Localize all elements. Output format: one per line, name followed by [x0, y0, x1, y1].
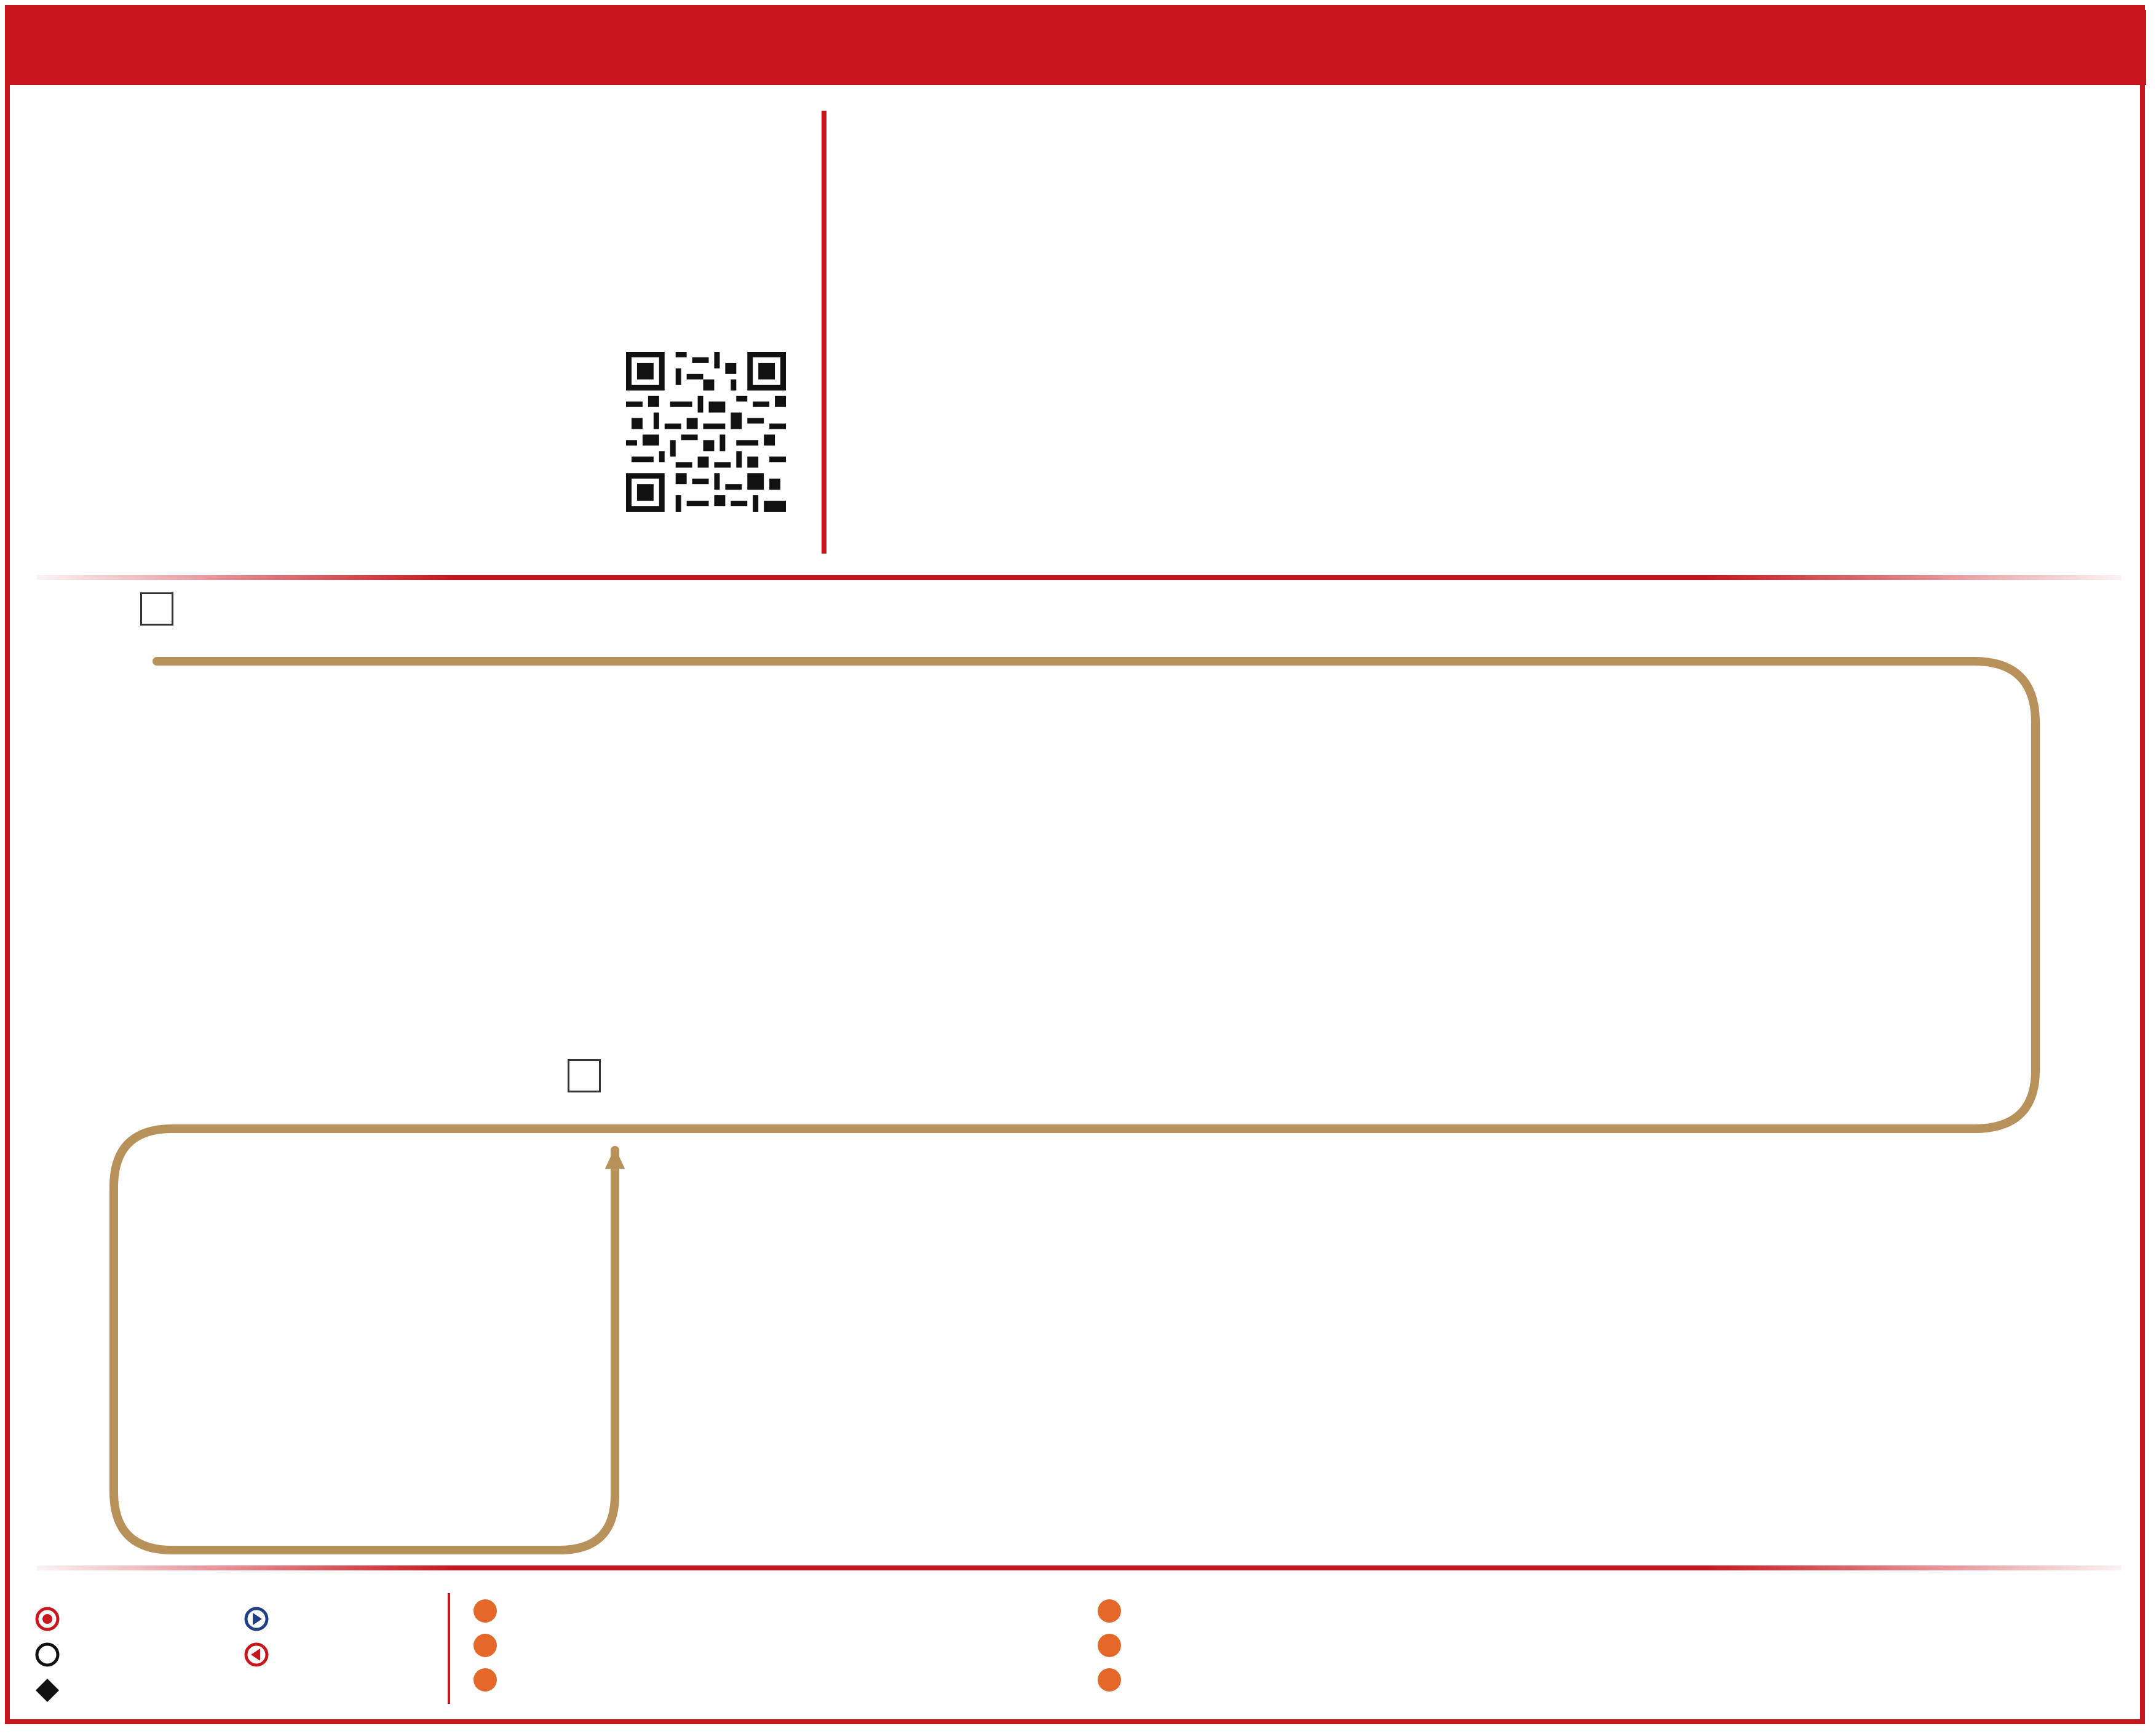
terminal-icon: [34, 1605, 61, 1633]
section-point-icon: [34, 1677, 61, 1704]
page-frame: [5, 5, 2145, 1724]
note-1: [474, 1599, 502, 1623]
legend-outbound: [243, 1605, 279, 1633]
legend-terminal: [34, 1605, 69, 1633]
return-icon: [243, 1641, 270, 1668]
note-4: [1098, 1599, 1126, 1623]
legend-section: [34, 1677, 69, 1704]
note-2: [474, 1634, 502, 1657]
note-3: [474, 1668, 502, 1692]
header-divider: [822, 111, 826, 554]
legend-return: [243, 1641, 279, 1668]
note-6: [1098, 1668, 1126, 1692]
note-5: [1098, 1634, 1126, 1657]
legend-divider: [448, 1593, 450, 1704]
qr-code-icon[interactable]: [626, 352, 786, 512]
outbound-icon: [243, 1605, 270, 1633]
legend-both: [34, 1641, 69, 1668]
fare-ticket-2: [568, 1059, 601, 1092]
separator-top: [37, 575, 2122, 580]
fare-ticket-1: [140, 592, 173, 626]
both-sides-icon: [34, 1641, 61, 1668]
separator-bottom: [37, 1565, 2122, 1570]
header-bar: [10, 10, 2146, 85]
